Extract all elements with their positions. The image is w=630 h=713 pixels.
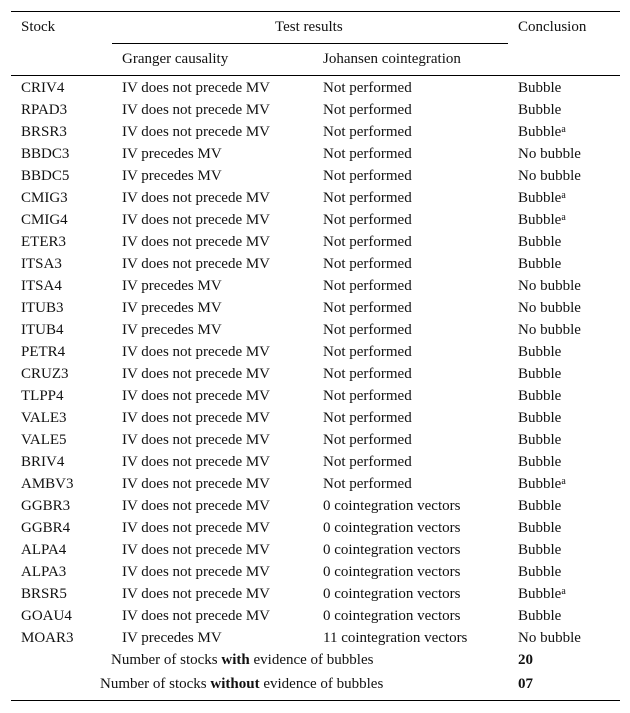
summary-without-bubbles [11, 672, 620, 696]
cell-stock: CRIV4 [21, 80, 65, 96]
table-row [11, 539, 620, 561]
cell-granger: IV does not precede MV [122, 564, 271, 580]
cell-conclusion: Bubble [518, 454, 562, 470]
cell-granger: IV does not precede MV [122, 124, 271, 140]
cell-stock: BRSR5 [21, 586, 67, 602]
cell-conclusion: Bubble [518, 256, 562, 272]
footnote-marker: a [561, 124, 566, 135]
cell-johansen: Not performed [323, 300, 412, 316]
cell-johansen: 0 cointegration vectors [323, 498, 461, 514]
cell-conclusion: Bubble [518, 608, 562, 624]
cell-stock: ITUB4 [21, 322, 64, 338]
cell-conclusion: Bubble [518, 366, 562, 382]
cell-conclusion: Bubble [518, 498, 562, 514]
cell-granger: IV does not precede MV [122, 234, 271, 250]
cell-stock: CRUZ3 [21, 366, 69, 382]
header-granger: Granger causality [122, 51, 229, 67]
cell-johansen: 0 cointegration vectors [323, 586, 461, 602]
cell-johansen: Not performed [323, 388, 412, 404]
cell-johansen: 0 cointegration vectors [323, 564, 461, 580]
header-conclusion: Conclusion [518, 19, 587, 35]
cell-johansen: Not performed [323, 80, 412, 96]
cell-conclusion: No bubble [518, 630, 581, 646]
cell-granger: IV does not precede MV [122, 410, 271, 426]
table-row [11, 165, 620, 187]
cell-stock: ITSA3 [21, 256, 62, 272]
cell-conclusion: No bubble [518, 322, 581, 338]
cell-conclusion: Bubble [518, 102, 562, 118]
cell-granger: IV precedes MV [122, 278, 222, 294]
cell-conclusion: Bubble [518, 80, 562, 96]
cell-johansen: Not performed [323, 146, 412, 162]
table-row [11, 561, 620, 583]
table-row [11, 583, 620, 605]
table-row [11, 605, 620, 627]
cell-conclusion: Bubble [518, 410, 562, 426]
cell-granger: IV does not precede MV [122, 542, 271, 558]
cell-johansen: 0 cointegration vectors [323, 608, 461, 624]
cell-granger: IV does not precede MV [122, 520, 271, 536]
cell-conclusion: Bubble [518, 520, 562, 536]
table-row [11, 143, 620, 165]
cell-conclusion: Bubble$^a$ [518, 476, 566, 492]
cell-stock: ALPA3 [21, 564, 67, 580]
cell-stock: MOAR3 [21, 630, 74, 646]
table-row [11, 495, 620, 517]
summary-without-label: Number of stocks without evidence of bubbles [100, 676, 384, 692]
cell-stock: GOAU4 [21, 608, 72, 624]
cell-stock: ITSA4 [21, 278, 62, 294]
cell-johansen: Not performed [323, 102, 412, 118]
cell-stock: GGBR4 [21, 520, 71, 536]
cell-stock: BRSR3 [21, 124, 67, 140]
cell-stock: ALPA4 [21, 542, 67, 558]
table-row [11, 451, 620, 473]
cell-conclusion: No bubble [518, 146, 581, 162]
cell-granger: IV does not precede MV [122, 80, 271, 96]
cell-conclusion: No bubble [518, 278, 581, 294]
table-row [11, 187, 620, 209]
table-row [11, 429, 620, 451]
cell-johansen: Not performed [323, 256, 412, 272]
footnote-marker: a [561, 476, 566, 487]
cell-johansen: Not performed [323, 476, 412, 492]
cell-granger: IV precedes MV [122, 146, 222, 162]
cell-conclusion: Bubble$^a$ [518, 212, 566, 228]
cell-stock: ETER3 [21, 234, 66, 250]
footnote-marker: a [561, 212, 566, 223]
cell-johansen: Not performed [323, 278, 412, 294]
cell-granger: IV does not precede MV [122, 498, 271, 514]
table-row [11, 209, 620, 231]
table-row [11, 319, 620, 341]
table-row [11, 363, 620, 385]
summary-with-bubbles [11, 648, 620, 672]
cell-granger: IV does not precede MV [122, 212, 271, 228]
cell-conclusion: Bubble$^a$ [518, 190, 566, 206]
cell-stock: BBDC3 [21, 146, 70, 162]
footnote-marker: a [561, 586, 566, 597]
summary-without-value: 07 [518, 676, 533, 692]
cell-conclusion: Bubble [518, 432, 562, 448]
footnote-marker: a [561, 190, 566, 201]
table-row [11, 473, 620, 495]
cell-johansen: Not performed [323, 124, 412, 140]
results-table [11, 11, 620, 701]
cell-johansen: Not performed [323, 410, 412, 426]
cell-johansen: 0 cointegration vectors [323, 542, 461, 558]
cell-granger: IV precedes MV [122, 322, 222, 338]
table-row [11, 275, 620, 297]
table-row [11, 121, 620, 143]
cell-stock: RPAD3 [21, 102, 68, 118]
table-row [11, 231, 620, 253]
cell-granger: IV does not precede MV [122, 476, 271, 492]
cell-johansen: Not performed [323, 234, 412, 250]
summary-with-label: Number of stocks with evidence of bubbles [111, 652, 374, 668]
cell-granger: IV does not precede MV [122, 586, 271, 602]
cell-granger: IV does not precede MV [122, 344, 271, 360]
cell-stock: TLPP4 [21, 388, 64, 404]
cell-conclusion: Bubble [518, 542, 562, 558]
cell-johansen: Not performed [323, 190, 412, 206]
cell-johansen: Not performed [323, 168, 412, 184]
cell-granger: IV does not precede MV [122, 256, 271, 272]
cell-stock: BBDC5 [21, 168, 70, 184]
cell-granger: IV does not precede MV [122, 190, 271, 206]
cell-conclusion: Bubble [518, 344, 562, 360]
table-row [11, 253, 620, 275]
cell-johansen: 0 cointegration vectors [323, 520, 461, 536]
cell-stock: VALE5 [21, 432, 67, 448]
cell-conclusion: No bubble [518, 168, 581, 184]
table-row [11, 341, 620, 363]
cell-stock: CMIG3 [21, 190, 68, 206]
cell-johansen: Not performed [323, 366, 412, 382]
cell-stock: ITUB3 [21, 300, 64, 316]
header-stock: Stock [21, 19, 56, 35]
cell-conclusion: Bubble [518, 234, 562, 250]
table-row [11, 77, 620, 99]
table-row [11, 385, 620, 407]
table-row [11, 99, 620, 121]
table-row [11, 627, 620, 649]
cell-granger: IV does not precede MV [122, 102, 271, 118]
cell-johansen: Not performed [323, 344, 412, 360]
header-divider [112, 43, 508, 44]
table-row [11, 407, 620, 429]
table-header [11, 12, 620, 76]
cell-conclusion: Bubble [518, 564, 562, 580]
cell-granger: IV does not precede MV [122, 454, 271, 470]
header-johansen: Johansen cointegration [323, 51, 461, 67]
cell-granger: IV precedes MV [122, 168, 222, 184]
cell-granger: IV does not precede MV [122, 366, 271, 382]
cell-conclusion: No bubble [518, 300, 581, 316]
cell-conclusion: Bubble$^a$ [518, 586, 566, 602]
cell-johansen: Not performed [323, 454, 412, 470]
header-test-results: Test results [275, 19, 343, 35]
summary-with-value: 20 [518, 652, 533, 668]
cell-stock: GGBR3 [21, 498, 71, 514]
table-row [11, 297, 620, 319]
cell-granger: IV does not precede MV [122, 432, 271, 448]
cell-conclusion: Bubble [518, 388, 562, 404]
cell-johansen: Not performed [323, 432, 412, 448]
cell-johansen: Not performed [323, 322, 412, 338]
cell-granger: IV does not precede MV [122, 388, 271, 404]
cell-conclusion: Bubble$^a$ [518, 124, 566, 140]
table-body [11, 77, 620, 649]
cell-granger: IV precedes MV [122, 300, 222, 316]
cell-johansen: 11 cointegration vectors [323, 630, 468, 646]
cell-granger: IV does not precede MV [122, 608, 271, 624]
cell-johansen: Not performed [323, 212, 412, 228]
cell-stock: AMBV3 [21, 476, 74, 492]
cell-stock: CMIG4 [21, 212, 68, 228]
cell-stock: VALE3 [21, 410, 67, 426]
cell-stock: PETR4 [21, 344, 66, 360]
cell-stock: BRIV4 [21, 454, 65, 470]
cell-granger: IV precedes MV [122, 630, 222, 646]
table-row [11, 517, 620, 539]
